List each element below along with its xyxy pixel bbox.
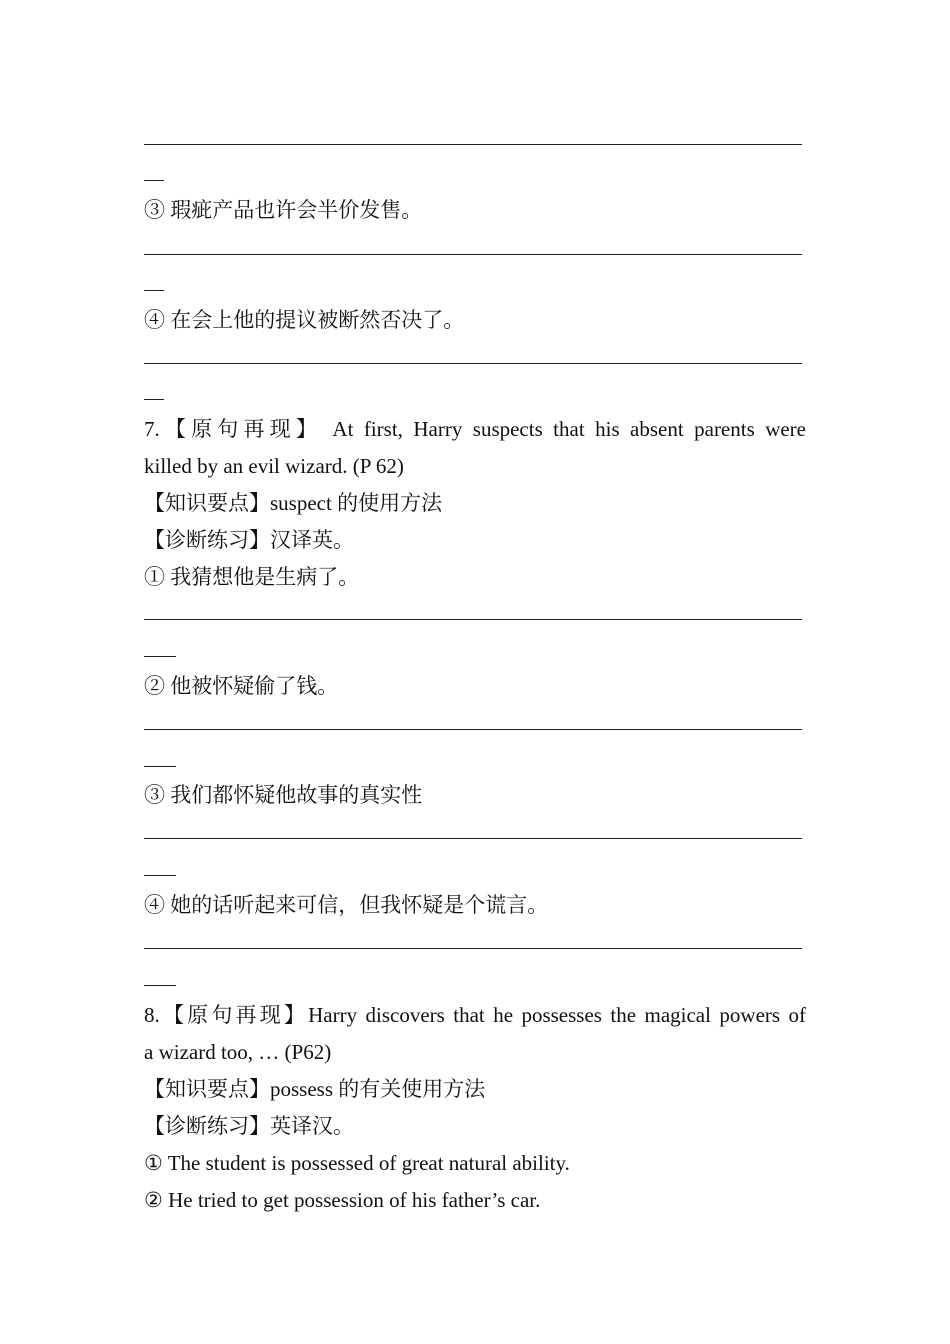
answer-line-tail — [144, 180, 164, 181]
original-sentence-line: 7.【原句再现】 At first, Harry suspects that his absent parents were — [144, 417, 806, 441]
answer-line-tail — [144, 985, 176, 986]
exercise-item: ④ 在会上他的提议被断然否决了。 — [144, 308, 465, 332]
answer-line-tail — [144, 766, 176, 767]
knowledge-point: 【知识要点】suspect 的使用方法 — [144, 491, 443, 515]
answer-line — [144, 254, 802, 255]
answer-line-tail — [144, 875, 176, 876]
answer-line-tail — [144, 290, 164, 291]
answer-line — [144, 729, 802, 730]
answer-line — [144, 144, 802, 145]
exercise-item: ④ 她的话听起来可信，但我怀疑是个谎言。 — [144, 893, 549, 917]
original-sentence-line: 8.【原句再现】Harry discovers that he possesses the magical powers of — [144, 1003, 806, 1027]
original-sentence-line: killed by an evil wizard. (P 62) — [144, 454, 404, 478]
exercise-item: ③ 瑕疵产品也许会半价发售。 — [144, 198, 423, 222]
knowledge-point: 【知识要点】possess 的有关使用方法 — [144, 1077, 486, 1101]
exercise-item: ① 我猜想他是生病了。 — [144, 565, 360, 589]
original-sentence-line: a wizard too, … (P62) — [144, 1040, 332, 1064]
practice-instruction: 【诊断练习】英译汉。 — [144, 1114, 354, 1138]
answer-line — [144, 948, 802, 949]
answer-line — [144, 838, 802, 839]
answer-line-tail — [144, 656, 176, 657]
answer-line — [144, 363, 802, 364]
answer-line — [144, 619, 802, 620]
exercise-item: ② He tried to get possession of his father’s car. — [144, 1188, 541, 1212]
answer-line-tail — [144, 399, 164, 400]
practice-instruction: 【诊断练习】汉译英。 — [144, 528, 354, 552]
exercise-item: ② 他被怀疑偷了钱。 — [144, 674, 339, 698]
exercise-item: ① The student is possessed of great natural ability. — [144, 1151, 570, 1175]
exercise-item: ③ 我们都怀疑他故事的真实性 — [144, 783, 423, 807]
